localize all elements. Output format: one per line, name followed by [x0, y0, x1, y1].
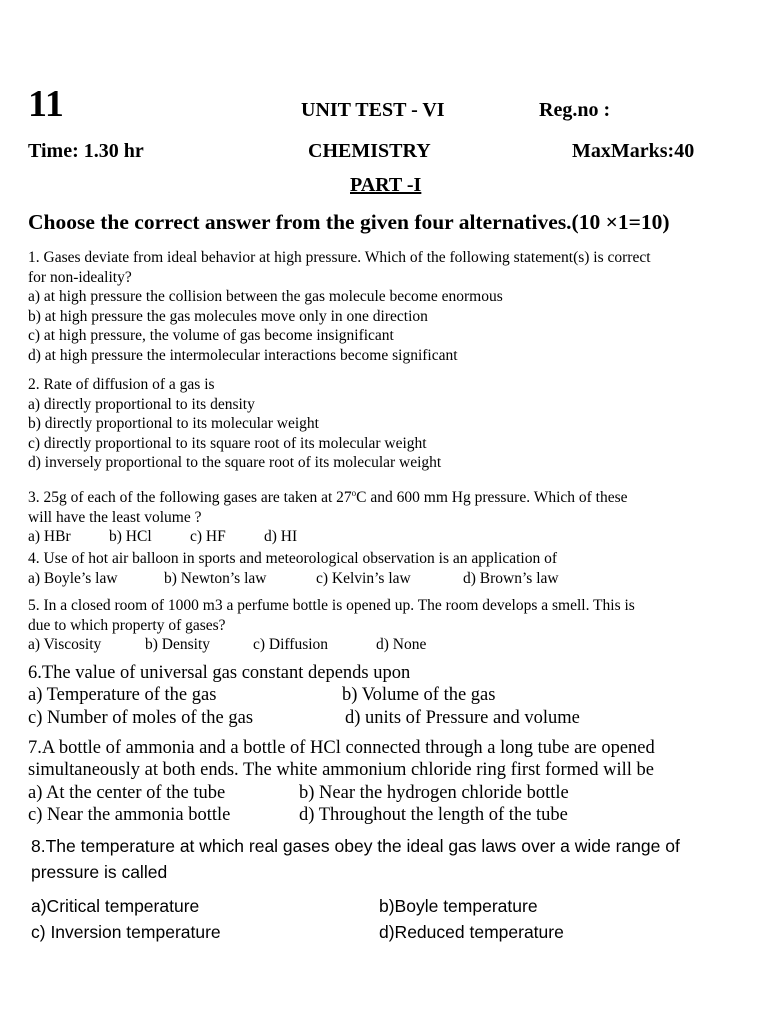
question-1-option-a: a) at high pressure the collision between the gas molecule become enormous — [28, 288, 503, 306]
question-8-stem-cont: pressure is called — [31, 862, 168, 882]
question-8-option-d: d)Reduced temperature — [379, 922, 564, 942]
question-7-option-b: b) Near the hydrogen chloride bottle — [299, 782, 569, 803]
question-7-stem: 7.A bottle of ammonia and a bottle of HCl connected through a long tube are opened — [28, 738, 655, 758]
question-5-stem-cont: due to which property of gases? — [28, 616, 226, 634]
question-3-option-d: d) HI — [264, 528, 298, 546]
question-7-option-d: d) Throughout the length of the tube — [299, 805, 568, 826]
question-5-option-d: d) None — [376, 636, 427, 654]
question-8-options — [31, 893, 564, 945]
question-6 — [28, 662, 758, 729]
test-title: UNIT TEST - VI — [301, 99, 445, 121]
question-8-option-b: b)Boyle temperature — [379, 896, 538, 916]
question-6-option-a: a) Temperature of the gas — [28, 685, 217, 706]
question-2-option-d: d) inversely proportional to the square root of its molecular weight — [28, 454, 442, 472]
question-8-option-a: a)Critical temperature — [31, 896, 200, 916]
question-5-option-b: b) Density — [145, 636, 211, 654]
question-1-option-d: d) at high pressure the intermolecular interactions become significant — [28, 346, 458, 364]
question-3-stem-cont: will have the least volume ? — [28, 508, 202, 526]
question-8-stem: 8.The temperature at which real gases obey the ideal gas laws over a wide range of — [31, 836, 680, 856]
question-7-option-a: a) At the center of the tube — [28, 782, 226, 803]
question-2-option-b: b) directly proportional to its molecular weight — [28, 415, 319, 433]
question-1-option-c: c) at high pressure, the volume of gas become insignificant — [28, 327, 394, 345]
question-3-option-a: a) HBr — [28, 528, 71, 546]
question-7-option-c: c) Near the ammonia bottle — [28, 805, 231, 826]
question-3 — [28, 484, 758, 547]
question-4-option-b: b) Newton’s law — [164, 569, 267, 587]
reg-no-label: Reg.no : — [539, 99, 611, 121]
question-6-option-d: d) units of Pressure and volume — [345, 707, 580, 728]
question-7-stem-cont: simultaneously at both ends. The white ammonium chloride ring first formed will be — [28, 760, 654, 781]
question-8 — [31, 833, 680, 885]
class-number: 11 — [28, 83, 64, 125]
question-2-option-c: c) directly proportional to its square root of its molecular weight — [28, 434, 427, 452]
question-4-option-a: a) Boyle’s law — [28, 569, 118, 587]
question-6-option-c: c) Number of moles of the gas — [28, 707, 254, 728]
question-6-stem: 6.The value of universal gas constant depends upon — [28, 663, 411, 683]
question-2-option-a: a) directly proportional to its density — [28, 395, 255, 413]
question-5-stem: 5. In a closed room of 1000 m3 a perfume bottle is opened up. The room develops a smell. This is — [28, 597, 635, 614]
instruction: Choose the correct answer from the given four alternatives.(10 ×1=10) — [28, 210, 670, 234]
question-3-option-b: b) HCl — [109, 528, 152, 546]
max-marks-label: MaxMarks:40 — [572, 140, 695, 162]
question-5 — [28, 596, 758, 655]
question-1 — [28, 248, 758, 366]
question-4 — [28, 549, 758, 588]
question-4-option-d: d) Brown’s law — [463, 569, 559, 587]
question-1-stem-cont: for non-ideality? — [28, 268, 132, 286]
question-6-option-b: b) Volume of the gas — [342, 685, 496, 706]
part-heading: PART -I — [350, 174, 422, 196]
question-8-option-c: c) Inversion temperature — [31, 922, 221, 942]
question-3-stem: 3. 25g of each of the following gases are taken at 27$^o$C and 600 mm Hg pressure. Which of these — [28, 488, 628, 507]
question-1-option-b: b) at high pressure the gas molecules move only in one direction — [28, 307, 428, 325]
question-2-stem: 2. Rate of diffusion of a gas is — [28, 376, 215, 393]
question-7 — [28, 737, 758, 827]
question-4-option-c: c) Kelvin’s law — [316, 569, 411, 587]
question-5-option-c: c) Diffusion — [253, 636, 329, 654]
question-2 — [28, 375, 758, 473]
question-1-stem: 1. Gases deviate from ideal behavior at high pressure. Which of the following statement(s) is correct — [28, 249, 651, 266]
question-5-option-a: a) Viscosity — [28, 636, 102, 654]
time-label: Time: 1.30 hr — [28, 140, 144, 162]
subject-label: CHEMISTRY — [308, 140, 431, 162]
question-3-option-c: c) HF — [190, 528, 226, 546]
question-4-stem: 4. Use of hot air balloon in sports and meteorological observation is an application of — [28, 550, 558, 567]
